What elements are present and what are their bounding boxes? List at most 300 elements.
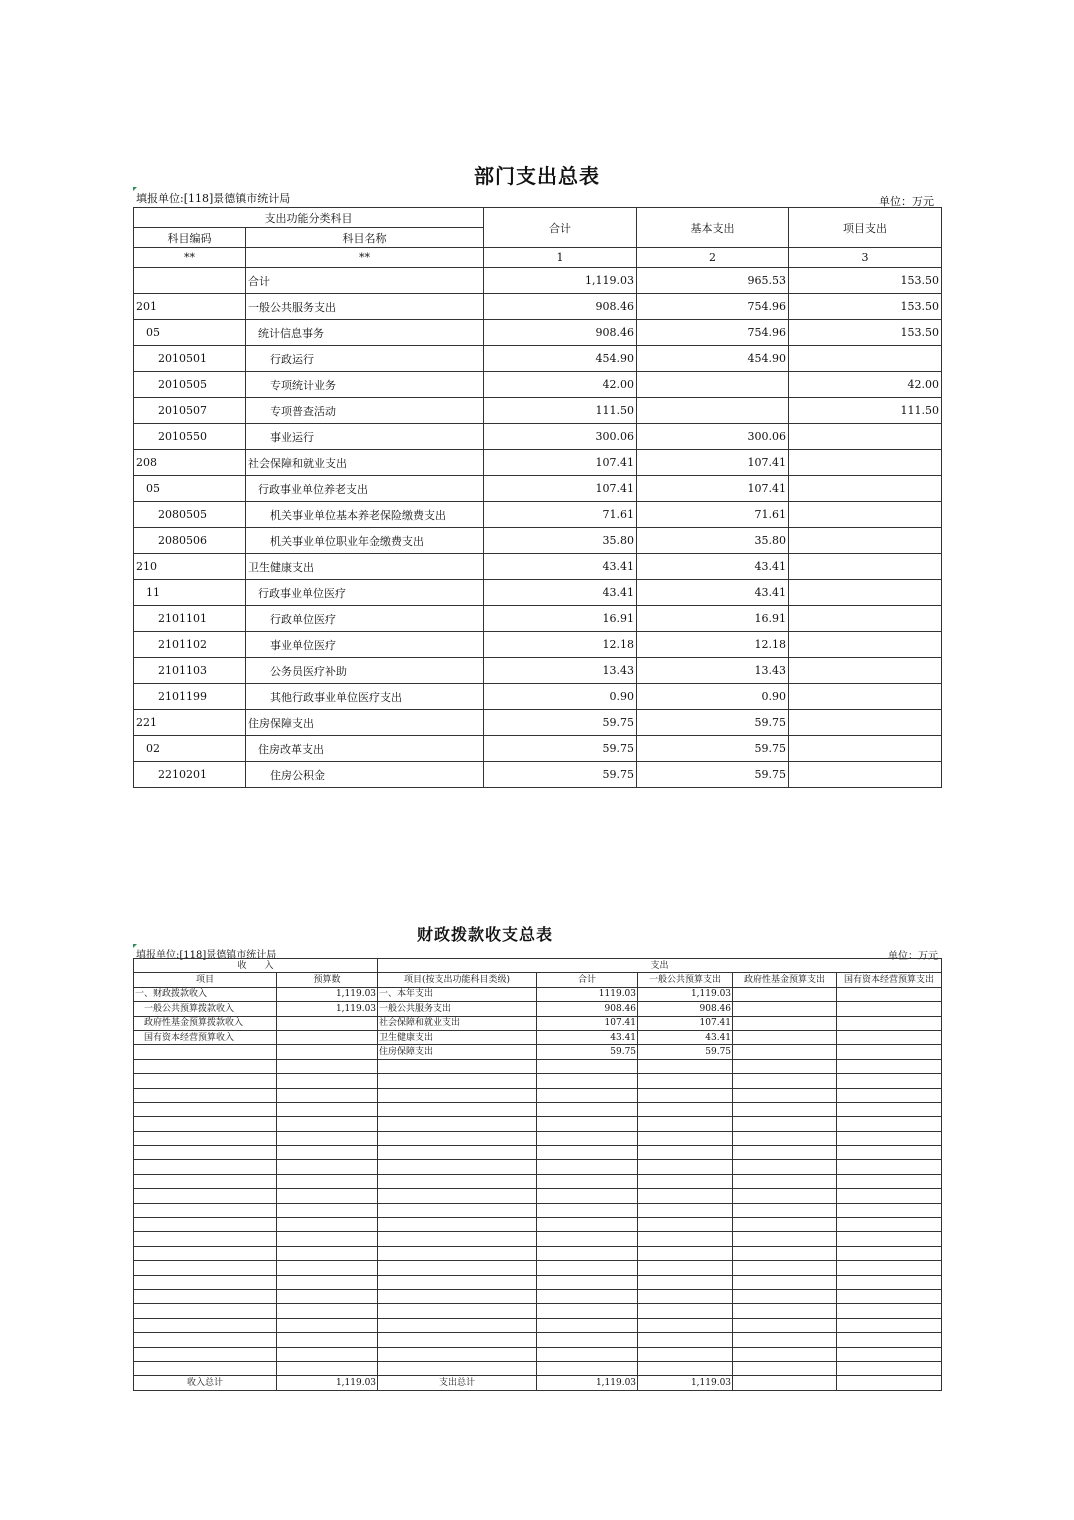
empty-cell (134, 1189, 277, 1203)
empty-cell (733, 1246, 837, 1260)
code-cell: 208 (134, 450, 246, 476)
empty-row (134, 1218, 942, 1232)
empty-cell (733, 1059, 837, 1073)
empty-cell (134, 1088, 277, 1102)
empty-cell (837, 1333, 942, 1347)
empty-row (134, 1304, 942, 1318)
header-cell: 一般公共预算支出 (638, 973, 733, 987)
total-cell: 71.61 (484, 502, 637, 528)
name-cell: 公务员医疗补助 (246, 658, 484, 684)
empty-cell (277, 1304, 378, 1318)
idx-cell: ** (134, 248, 246, 268)
empty-cell (277, 1146, 378, 1160)
fiscal-appropriation-table (133, 958, 942, 1391)
total-cell: 0.90 (484, 684, 637, 710)
empty-cell (733, 1203, 837, 1217)
empty-cell (134, 1304, 277, 1318)
empty-cell (134, 1203, 277, 1217)
empty-cell (638, 1246, 733, 1260)
empty-cell (378, 1347, 537, 1361)
empty-cell (537, 1117, 638, 1131)
table-row (134, 736, 942, 762)
project-cell (789, 632, 942, 658)
empty-cell (638, 1304, 733, 1318)
fund-budget-cell (733, 987, 837, 1001)
total-cell: 908.46 (484, 320, 637, 346)
basic-cell: 107.41 (637, 476, 789, 502)
total-cell: 107.41 (484, 450, 637, 476)
idx-cell: ** (246, 248, 484, 268)
empty-cell (277, 1318, 378, 1332)
name-cell: 统计信息事务 (246, 320, 484, 346)
table-row (134, 658, 942, 684)
header-cell: 预算数 (277, 973, 378, 987)
code-cell: 02 (134, 736, 246, 762)
code-cell: 05 (134, 476, 246, 502)
table-row (134, 268, 942, 294)
empty-row (134, 1275, 942, 1289)
name-cell: 其他行政事业单位医疗支出 (246, 684, 484, 710)
empty-cell (733, 1189, 837, 1203)
project-cell: 153.50 (789, 268, 942, 294)
capital-budget-cell (837, 1030, 942, 1044)
empty-row (134, 1059, 942, 1073)
empty-cell (733, 1088, 837, 1102)
table-row (134, 1045, 942, 1059)
fund-budget-cell (733, 1030, 837, 1044)
empty-cell (733, 1333, 837, 1347)
basic-cell: 43.41 (637, 554, 789, 580)
empty-cell (378, 1074, 537, 1088)
empty-cell (277, 1333, 378, 1347)
idx-cell: 3 (789, 248, 942, 268)
table-row (134, 398, 942, 424)
empty-cell (537, 1261, 638, 1275)
empty-cell (837, 1203, 942, 1217)
name-cell: 住房改革支出 (246, 736, 484, 762)
empty-cell (537, 1088, 638, 1102)
table1-unit: 单位：万元 (879, 195, 934, 208)
empty-cell (537, 1189, 638, 1203)
code-cell: 2210201 (134, 762, 246, 788)
group-header: 支出功能分类科目 (134, 208, 484, 228)
empty-cell (277, 1088, 378, 1102)
income-amount-cell: 1,119.03 (277, 987, 378, 1001)
name-cell: 社会保障和就业支出 (246, 450, 484, 476)
empty-cell (134, 1318, 277, 1332)
project-cell (789, 736, 942, 762)
empty-cell (733, 1074, 837, 1088)
table-row (134, 476, 942, 502)
empty-row (134, 1088, 942, 1102)
basic-cell: 12.18 (637, 632, 789, 658)
project-cell (789, 346, 942, 372)
col-project-header: 项目支出 (789, 208, 942, 248)
expense-total-cell: 908.46 (537, 1002, 638, 1016)
empty-cell (134, 1117, 277, 1131)
empty-cell (537, 1275, 638, 1289)
basic-cell: 0.90 (637, 684, 789, 710)
empty-cell (537, 1347, 638, 1361)
empty-cell (837, 1131, 942, 1145)
project-cell (789, 424, 942, 450)
empty-cell (638, 1059, 733, 1073)
empty-cell (837, 1318, 942, 1332)
empty-cell (277, 1102, 378, 1116)
empty-cell (277, 1361, 378, 1375)
code-cell: 221 (134, 710, 246, 736)
empty-cell (638, 1347, 733, 1361)
empty-cell (134, 1074, 277, 1088)
empty-row (134, 1160, 942, 1174)
empty-cell (837, 1261, 942, 1275)
col-basic-header: 基本支出 (637, 208, 789, 248)
table2-title: 财政拨款收支总表 (416, 925, 553, 944)
empty-cell (378, 1088, 537, 1102)
project-cell (789, 684, 942, 710)
empty-cell (537, 1246, 638, 1260)
total-cell: 35.80 (484, 528, 637, 554)
empty-cell (277, 1218, 378, 1232)
empty-cell (277, 1347, 378, 1361)
empty-cell (638, 1131, 733, 1145)
capital-budget-cell (837, 1016, 942, 1030)
basic-cell: 754.96 (637, 320, 789, 346)
empty-cell (733, 1174, 837, 1188)
empty-cell (837, 1304, 942, 1318)
expense-item-cell: 社会保障和就业支出 (378, 1016, 537, 1030)
empty-cell (378, 1232, 537, 1246)
code-cell: 2010501 (134, 346, 246, 372)
empty-cell (638, 1275, 733, 1289)
total-cell: 43.41 (484, 580, 637, 606)
code-cell: 2101102 (134, 632, 246, 658)
empty-cell (277, 1160, 378, 1174)
total-cell: 13.43 (484, 658, 637, 684)
table2-unit: 单位：万元 (888, 951, 938, 962)
empty-row (134, 1246, 942, 1260)
empty-cell (378, 1203, 537, 1217)
empty-row (134, 1361, 942, 1375)
project-cell (789, 658, 942, 684)
empty-cell (378, 1333, 537, 1347)
code-cell: 2101103 (134, 658, 246, 684)
empty-cell (537, 1333, 638, 1347)
name-cell: 住房保障支出 (246, 710, 484, 736)
empty-row (134, 1146, 942, 1160)
table-row (134, 450, 942, 476)
table2-unit-label: 填报单位:[118]景德镇市统计局 (136, 950, 277, 961)
table-row (134, 320, 942, 346)
empty-row (134, 1074, 942, 1088)
capital-budget-cell (837, 987, 942, 1001)
footer-cell (733, 1376, 837, 1390)
project-cell: 42.00 (789, 372, 942, 398)
code-cell: 2101101 (134, 606, 246, 632)
basic-cell: 13.43 (637, 658, 789, 684)
project-cell (789, 606, 942, 632)
empty-cell (378, 1059, 537, 1073)
total-cell: 12.18 (484, 632, 637, 658)
col-total-header: 合计 (484, 208, 637, 248)
empty-row (134, 1318, 942, 1332)
empty-cell (378, 1146, 537, 1160)
project-cell (789, 580, 942, 606)
empty-cell (638, 1160, 733, 1174)
empty-cell (733, 1160, 837, 1174)
header-cell: 项目(按支出功能科目类级) (378, 973, 537, 987)
empty-cell (837, 1088, 942, 1102)
empty-row (134, 1102, 942, 1116)
empty-cell (837, 1059, 942, 1073)
empty-row (134, 1333, 942, 1347)
empty-cell (134, 1289, 277, 1303)
project-cell (789, 554, 942, 580)
empty-cell (378, 1174, 537, 1188)
empty-cell (378, 1246, 537, 1260)
empty-cell (837, 1361, 942, 1375)
empty-cell (277, 1117, 378, 1131)
general-budget-cell: 1,119.03 (638, 987, 733, 1001)
capital-budget-cell (837, 1045, 942, 1059)
name-cell: 住房公积金 (246, 762, 484, 788)
empty-row (134, 1174, 942, 1188)
expense-total-cell: 43.41 (537, 1030, 638, 1044)
empty-cell (378, 1117, 537, 1131)
idx-cell: 1 (484, 248, 637, 268)
empty-cell (134, 1174, 277, 1188)
code-cell: 2010507 (134, 398, 246, 424)
expense-item-cell: 一、本年支出 (378, 987, 537, 1001)
name-cell: 事业运行 (246, 424, 484, 450)
empty-row (134, 1261, 942, 1275)
empty-cell (134, 1261, 277, 1275)
table-row (134, 710, 942, 736)
empty-cell (378, 1160, 537, 1174)
empty-cell (537, 1102, 638, 1116)
expense-item-cell: 一般公共服务支出 (378, 1002, 537, 1016)
basic-cell (637, 372, 789, 398)
table-row (134, 1002, 942, 1016)
income-item-cell: 一般公共预算拨款收入 (134, 1002, 277, 1016)
empty-cell (378, 1102, 537, 1116)
basic-cell: 107.41 (637, 450, 789, 476)
name-cell: 专项统计业务 (246, 372, 484, 398)
project-cell: 153.50 (789, 320, 942, 346)
empty-cell (733, 1318, 837, 1332)
empty-cell (733, 1275, 837, 1289)
basic-cell: 43.41 (637, 580, 789, 606)
empty-cell (638, 1232, 733, 1246)
income-item-cell: 一、财政拨款收入 (134, 987, 277, 1001)
general-budget-cell: 107.41 (638, 1016, 733, 1030)
total-cell: 43.41 (484, 554, 637, 580)
table-row (134, 1016, 942, 1030)
income-amount-cell (277, 1045, 378, 1059)
empty-cell (134, 1131, 277, 1145)
empty-cell (733, 1218, 837, 1232)
empty-cell (277, 1261, 378, 1275)
empty-cell (537, 1160, 638, 1174)
empty-cell (733, 1232, 837, 1246)
expense-total-cell: 107.41 (537, 1016, 638, 1030)
table-row (134, 502, 942, 528)
table-row (134, 580, 942, 606)
code-cell: 2010505 (134, 372, 246, 398)
income-amount-cell (277, 1030, 378, 1044)
empty-cell (537, 1131, 638, 1145)
empty-cell (638, 1146, 733, 1160)
empty-cell (837, 1246, 942, 1260)
general-budget-cell: 908.46 (638, 1002, 733, 1016)
empty-cell (837, 1174, 942, 1188)
empty-cell (537, 1318, 638, 1332)
col-name-header: 科目名称 (246, 228, 484, 248)
empty-cell (378, 1218, 537, 1232)
code-cell (134, 268, 246, 294)
empty-cell (134, 1232, 277, 1246)
code-cell: 11 (134, 580, 246, 606)
footer-cell (837, 1376, 942, 1390)
empty-cell (837, 1160, 942, 1174)
fund-budget-cell (733, 1016, 837, 1030)
empty-cell (134, 1246, 277, 1260)
table-row (134, 346, 942, 372)
fund-budget-cell (733, 1002, 837, 1016)
empty-cell (277, 1232, 378, 1246)
footer-cell: 1,119.03 (638, 1376, 733, 1390)
empty-cell (537, 1146, 638, 1160)
total-cell: 16.91 (484, 606, 637, 632)
header-cell: 合计 (537, 973, 638, 987)
empty-cell (277, 1174, 378, 1188)
table-row (134, 424, 942, 450)
empty-cell (277, 1131, 378, 1145)
empty-cell (277, 1289, 378, 1303)
total-cell: 111.50 (484, 398, 637, 424)
code-cell: 201 (134, 294, 246, 320)
empty-cell (638, 1174, 733, 1188)
empty-cell (134, 1333, 277, 1347)
footer-cell: 支出总计 (378, 1376, 537, 1390)
empty-cell (733, 1289, 837, 1303)
empty-cell (837, 1347, 942, 1361)
income-item-cell (134, 1045, 277, 1059)
basic-cell: 965.53 (637, 268, 789, 294)
footer-row (134, 1376, 942, 1390)
footer-cell: 收入总计 (134, 1376, 277, 1390)
name-cell: 一般公共服务支出 (246, 294, 484, 320)
empty-cell (537, 1218, 638, 1232)
fund-budget-cell (733, 1045, 837, 1059)
code-cell: 2010550 (134, 424, 246, 450)
empty-cell (638, 1117, 733, 1131)
empty-cell (378, 1289, 537, 1303)
empty-cell (277, 1189, 378, 1203)
code-cell: 2080505 (134, 502, 246, 528)
empty-cell (277, 1059, 378, 1073)
empty-cell (638, 1074, 733, 1088)
empty-cell (733, 1347, 837, 1361)
empty-cell (638, 1189, 733, 1203)
total-cell: 59.75 (484, 710, 637, 736)
empty-cell (837, 1146, 942, 1160)
empty-cell (837, 1289, 942, 1303)
empty-cell (837, 1275, 942, 1289)
footer-cell: 1,119.03 (537, 1376, 638, 1390)
name-cell: 机关事业单位基本养老保险缴费支出 (246, 502, 484, 528)
total-cell: 59.75 (484, 736, 637, 762)
empty-cell (733, 1102, 837, 1116)
empty-cell (378, 1131, 537, 1145)
empty-cell (837, 1102, 942, 1116)
empty-row (134, 1232, 942, 1246)
empty-cell (378, 1275, 537, 1289)
empty-cell (277, 1275, 378, 1289)
table-row (134, 606, 942, 632)
empty-row (134, 1347, 942, 1361)
code-cell: 2101199 (134, 684, 246, 710)
name-cell: 行政事业单位医疗 (246, 580, 484, 606)
table-row (134, 684, 942, 710)
basic-cell: 16.91 (637, 606, 789, 632)
empty-cell (837, 1189, 942, 1203)
empty-cell (537, 1232, 638, 1246)
footer-cell: 1,119.03 (277, 1376, 378, 1390)
table-row (134, 372, 942, 398)
basic-cell: 59.75 (637, 762, 789, 788)
empty-row (134, 1131, 942, 1145)
idx-cell: 2 (637, 248, 789, 268)
empty-cell (134, 1361, 277, 1375)
project-cell (789, 476, 942, 502)
empty-cell (134, 1160, 277, 1174)
empty-cell (837, 1232, 942, 1246)
total-cell: 1,119.03 (484, 268, 637, 294)
empty-cell (837, 1218, 942, 1232)
empty-cell (733, 1361, 837, 1375)
total-cell: 300.06 (484, 424, 637, 450)
table-row (134, 1030, 942, 1044)
project-cell (789, 710, 942, 736)
table1-unit-label: 填报单位:[118]景德镇市统计局 (136, 192, 291, 205)
empty-cell (537, 1361, 638, 1375)
name-cell: 事业单位医疗 (246, 632, 484, 658)
expense-total-cell: 59.75 (537, 1045, 638, 1059)
empty-cell (378, 1189, 537, 1203)
empty-cell (378, 1361, 537, 1375)
empty-cell (638, 1102, 733, 1116)
basic-cell: 71.61 (637, 502, 789, 528)
income-item-cell: 国有资本经营预算收入 (134, 1030, 277, 1044)
name-cell: 行政事业单位养老支出 (246, 476, 484, 502)
basic-cell: 35.80 (637, 528, 789, 554)
name-cell: 卫生健康支出 (246, 554, 484, 580)
empty-cell (134, 1275, 277, 1289)
empty-cell (277, 1074, 378, 1088)
total-cell: 908.46 (484, 294, 637, 320)
empty-row (134, 1203, 942, 1217)
basic-cell (637, 398, 789, 424)
project-cell (789, 762, 942, 788)
empty-cell (378, 1318, 537, 1332)
project-cell (789, 450, 942, 476)
empty-cell (537, 1174, 638, 1188)
empty-cell (638, 1361, 733, 1375)
total-cell: 107.41 (484, 476, 637, 502)
expense-total-cell: 1119.03 (537, 987, 638, 1001)
expense-item-cell: 卫生健康支出 (378, 1030, 537, 1044)
